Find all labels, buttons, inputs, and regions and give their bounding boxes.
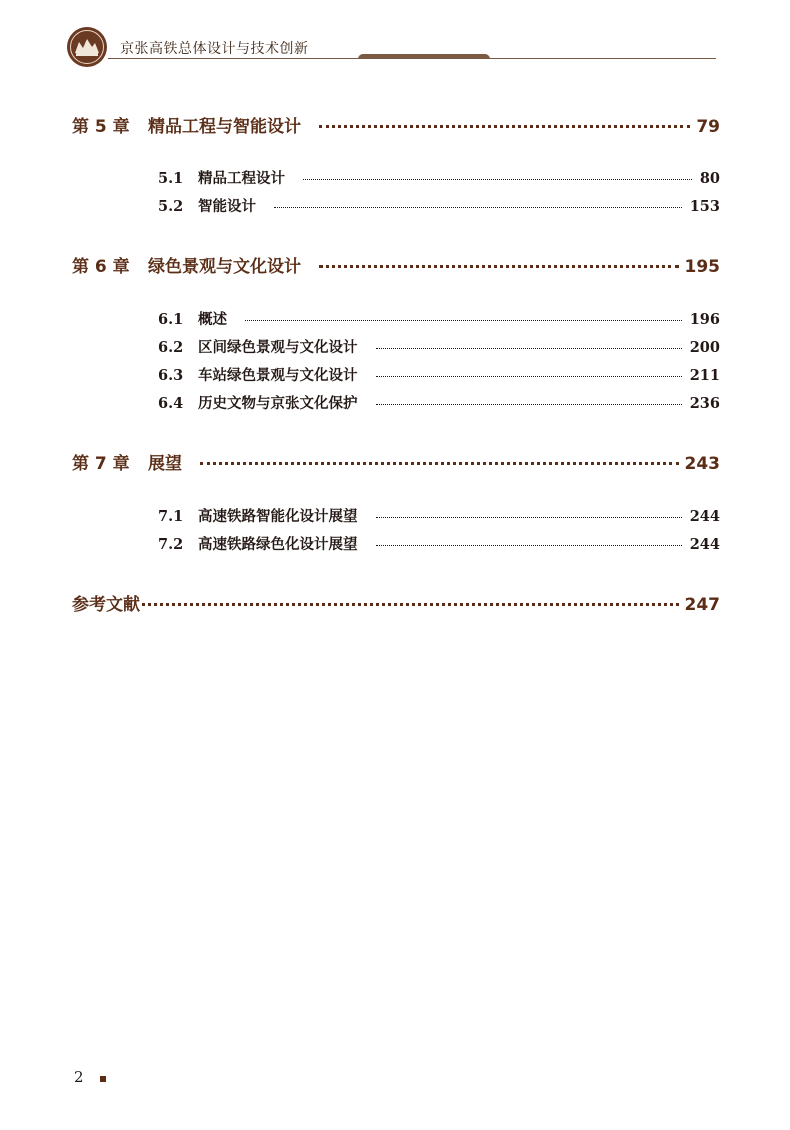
toc-section-5-2[interactable] [158,195,720,216]
chapter-number: 第 5 章 [72,117,130,137]
section-number: 7.1 [158,508,184,525]
leader-dots [376,376,682,377]
toc-section-6-4[interactable] [158,392,720,413]
section-title: 历史文物与京张文化保护 [198,395,358,412]
toc-chapter-5[interactable] [72,112,720,137]
references-title: 参考文献 [72,595,140,615]
section-number: 5.1 [158,170,184,187]
section-page: 244 [689,508,720,525]
section-number: 7.2 [158,536,184,553]
section-page: 196 [689,311,720,328]
header-title: 京张高铁总体设计与技术创新 [120,41,309,57]
section-number: 6.3 [158,367,184,384]
section-title: 精品工程设计 [198,170,285,187]
leader-dots [142,603,679,606]
section-page: 80 [699,170,720,187]
page-header [0,0,790,70]
chapter-page: 243 [684,454,720,474]
toc-section-6-2[interactable] [158,336,720,357]
section-title: 概述 [198,311,227,328]
chapter-title: 精品工程与智能设计 [148,117,301,137]
section-number: 6.1 [158,311,184,328]
chapter-page: 79 [696,117,720,137]
leader-dots [376,545,682,546]
leader-dots [319,125,690,128]
leader-dots [376,404,682,405]
chapter-title: 绿色景观与文化设计 [148,257,301,277]
chapter-title: 展望 [148,454,182,474]
toc-section-7-2[interactable] [158,533,720,554]
section-page: 211 [689,367,720,384]
chapter-number: 第 6 章 [72,257,130,277]
section-title: 高速铁路绿色化设计展望 [198,536,358,553]
section-title: 车站绿色景观与文化设计 [198,367,358,384]
leader-dots [376,517,682,518]
section-title: 智能设计 [198,198,256,215]
section-number: 5.2 [158,198,184,215]
book-logo-icon [66,26,108,68]
toc-section-5-1[interactable] [158,167,720,188]
page-marker-square [100,1076,106,1082]
toc-chapter-7[interactable] [72,449,720,474]
toc-chapter-6[interactable] [72,252,720,277]
section-title: 区间绿色景观与文化设计 [198,339,358,356]
section-page: 244 [689,536,720,553]
header-divider [108,58,716,59]
section-page: 153 [689,198,720,215]
leader-dots [245,320,682,321]
section-page: 200 [689,339,720,356]
leader-dots [376,348,682,349]
page-number: 2 [74,1068,84,1086]
section-page: 236 [689,395,720,412]
section-number: 6.2 [158,339,184,356]
toc-references[interactable] [72,590,720,615]
toc-section-6-3[interactable] [158,364,720,385]
toc-section-6-1[interactable] [158,308,720,329]
chapter-page: 195 [684,257,720,277]
toc-section-7-1[interactable] [158,505,720,526]
references-page: 247 [684,595,720,615]
chapter-number: 第 7 章 [72,454,130,474]
leader-dots [303,179,692,180]
leader-dots [200,462,679,465]
leader-dots [274,207,682,208]
leader-dots [319,265,679,268]
section-number: 6.4 [158,395,184,412]
section-title: 高速铁路智能化设计展望 [198,508,358,525]
